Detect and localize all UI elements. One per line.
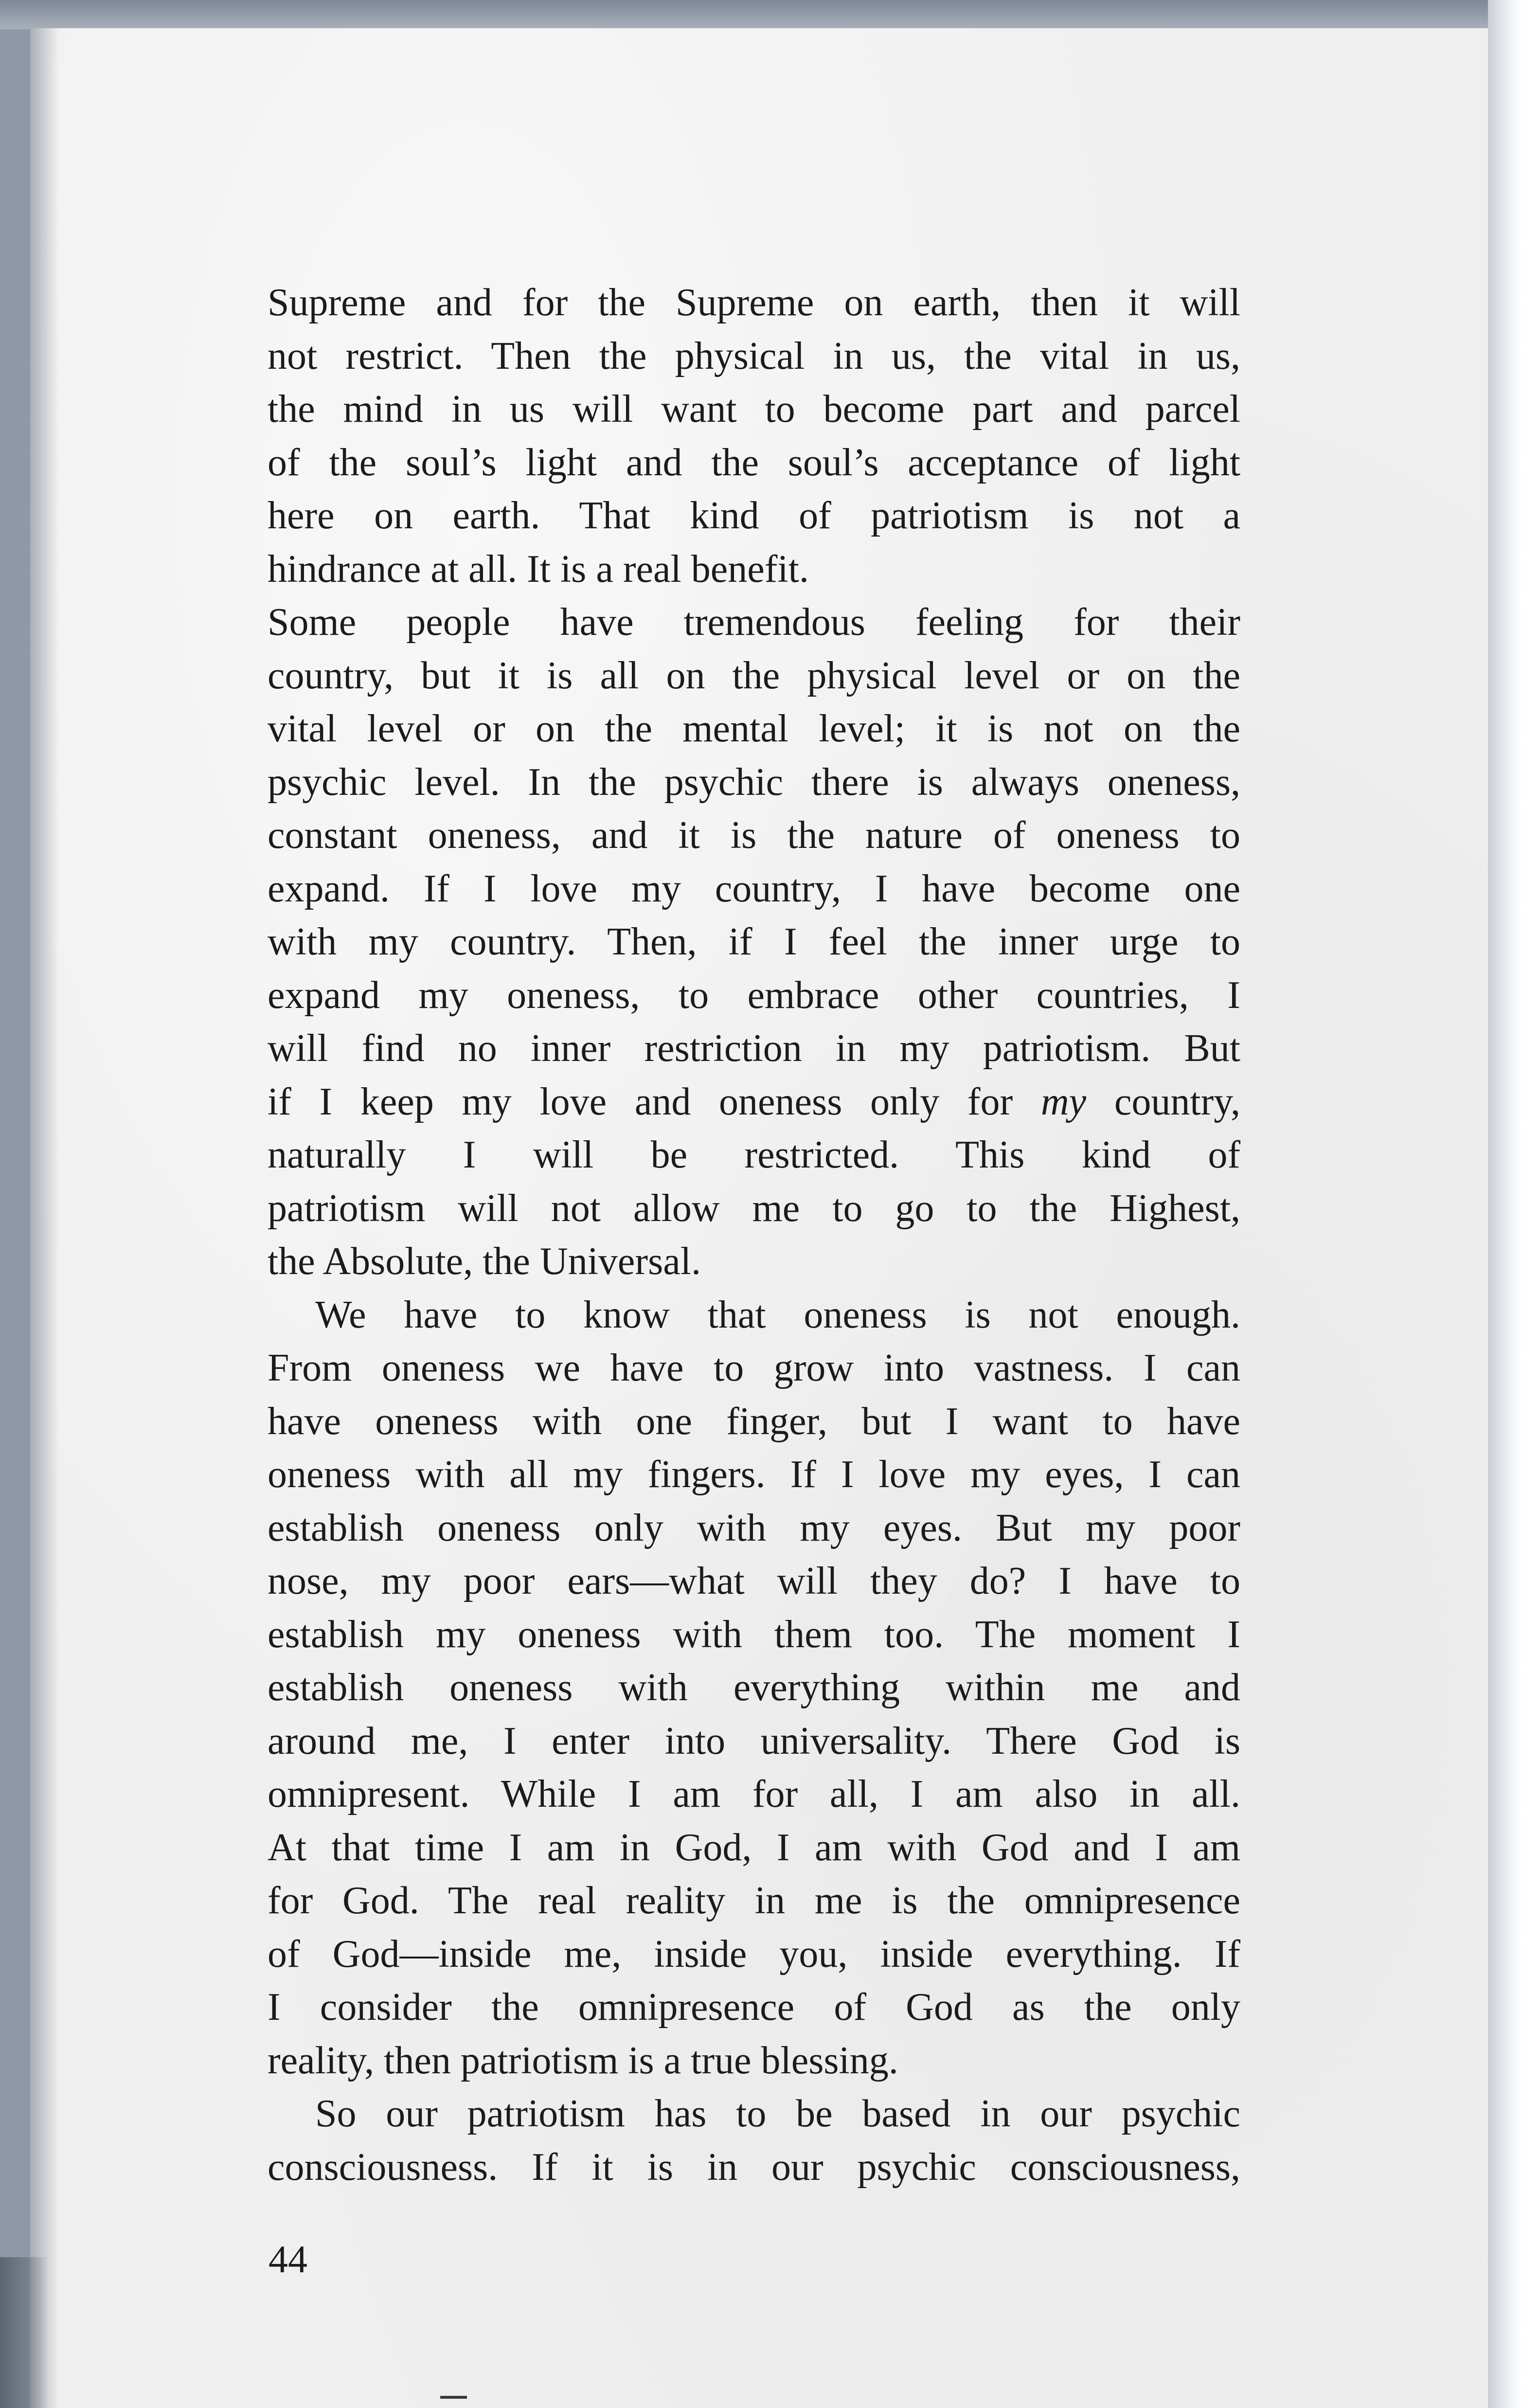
text-line: the mind in us will want to become part and parcel	[268, 388, 1240, 431]
text-line: establish oneness with everything within me and	[268, 1666, 1240, 1709]
text-line: constant oneness, and it is the nature of oneness to	[268, 814, 1240, 857]
text-line: if I keep my love and oneness only for my country,	[268, 1080, 1240, 1123]
text-line: here on earth. That kind of patriotism is not a	[268, 494, 1240, 537]
text-line: Supreme and for the Supreme on earth, then it will	[268, 281, 1240, 324]
text-line: expand my oneness, to embrace other countries, I	[268, 973, 1240, 1017]
text-line: expand. If I love my country, I have become one	[268, 867, 1240, 910]
text-line: consciousness. If it is in our psychic consciousness,	[268, 2145, 1240, 2189]
text-line: patriotism will not allow me to go to the Highest,	[268, 1186, 1240, 1230]
text-line: country, but it is all on the physical level or on the	[268, 654, 1240, 697]
text-line: Some people have tremendous feeling for their	[268, 601, 1240, 644]
text-line: around me, I enter into universality. There God is	[268, 1719, 1240, 1762]
text-line: oneness with all my fingers. If I love my eyes, I can	[268, 1453, 1240, 1496]
text-line: of God—inside me, inside you, inside everything. If	[268, 1932, 1240, 1976]
text-line: So our patriotism has to be based in our psychic	[315, 2092, 1240, 2135]
paragraph	[268, 596, 1240, 1289]
text-line: establish my oneness with them too. The moment I	[268, 1613, 1240, 1656]
text-line: psychic level. In the psychic there is always oneness,	[268, 760, 1240, 804]
text-line: We have to know that oneness is not enough.	[315, 1293, 1240, 1336]
emphasis-word: my	[1040, 1080, 1087, 1123]
page-gutter-shadow	[30, 28, 59, 2408]
scan-background-top	[0, 0, 1522, 29]
text-line: naturally I will be restricted. This kind of	[268, 1133, 1240, 1176]
text-line: nose, my poor ears—what will they do? I have to	[268, 1560, 1240, 1602]
text-line: for God. The real reality in me is the omnipresence	[268, 1879, 1240, 1922]
text-line: I consider the omnipresence of God as the only	[268, 1986, 1240, 2029]
text-line: will find no inner restriction in my patriotism. But	[268, 1027, 1240, 1070]
body-text	[268, 276, 1240, 2194]
text-line: establish oneness only with my eyes. But my poor	[268, 1506, 1240, 1549]
text-line: with my country. Then, if I feel the inner urge to	[268, 920, 1240, 963]
scan-background-right	[1488, 0, 1522, 2408]
text-line: reality, then patriotism is a true blessing.	[268, 2039, 898, 2082]
text-line: From oneness we have to grow into vastness. I can	[268, 1347, 1240, 1389]
scan-artifact-mark	[440, 2396, 467, 2399]
paragraph	[268, 276, 1240, 596]
paragraph	[268, 1289, 1240, 2088]
text-line: of the soul’s light and the soul’s acceptance of light	[268, 441, 1240, 484]
text-line: not restrict. Then the physical in us, the vital in us,	[268, 334, 1240, 377]
text-line: hindrance at all. It is a real benefit.	[268, 547, 809, 591]
text-line: vital level or on the mental level; it is not on the	[268, 707, 1240, 750]
text-line: the Absolute, the Universal.	[268, 1240, 701, 1283]
text-line: At that time I am in God, I am with God and I am	[268, 1826, 1240, 1869]
page-number: 44	[269, 2238, 307, 2281]
scan-shadow-bottom-left	[0, 2257, 49, 2408]
text-line: have oneness with one finger, but I want to have	[268, 1400, 1240, 1443]
paragraph	[268, 2087, 1240, 2194]
text-line: omnipresent. While I am for all, I am also in all.	[268, 1773, 1240, 1815]
